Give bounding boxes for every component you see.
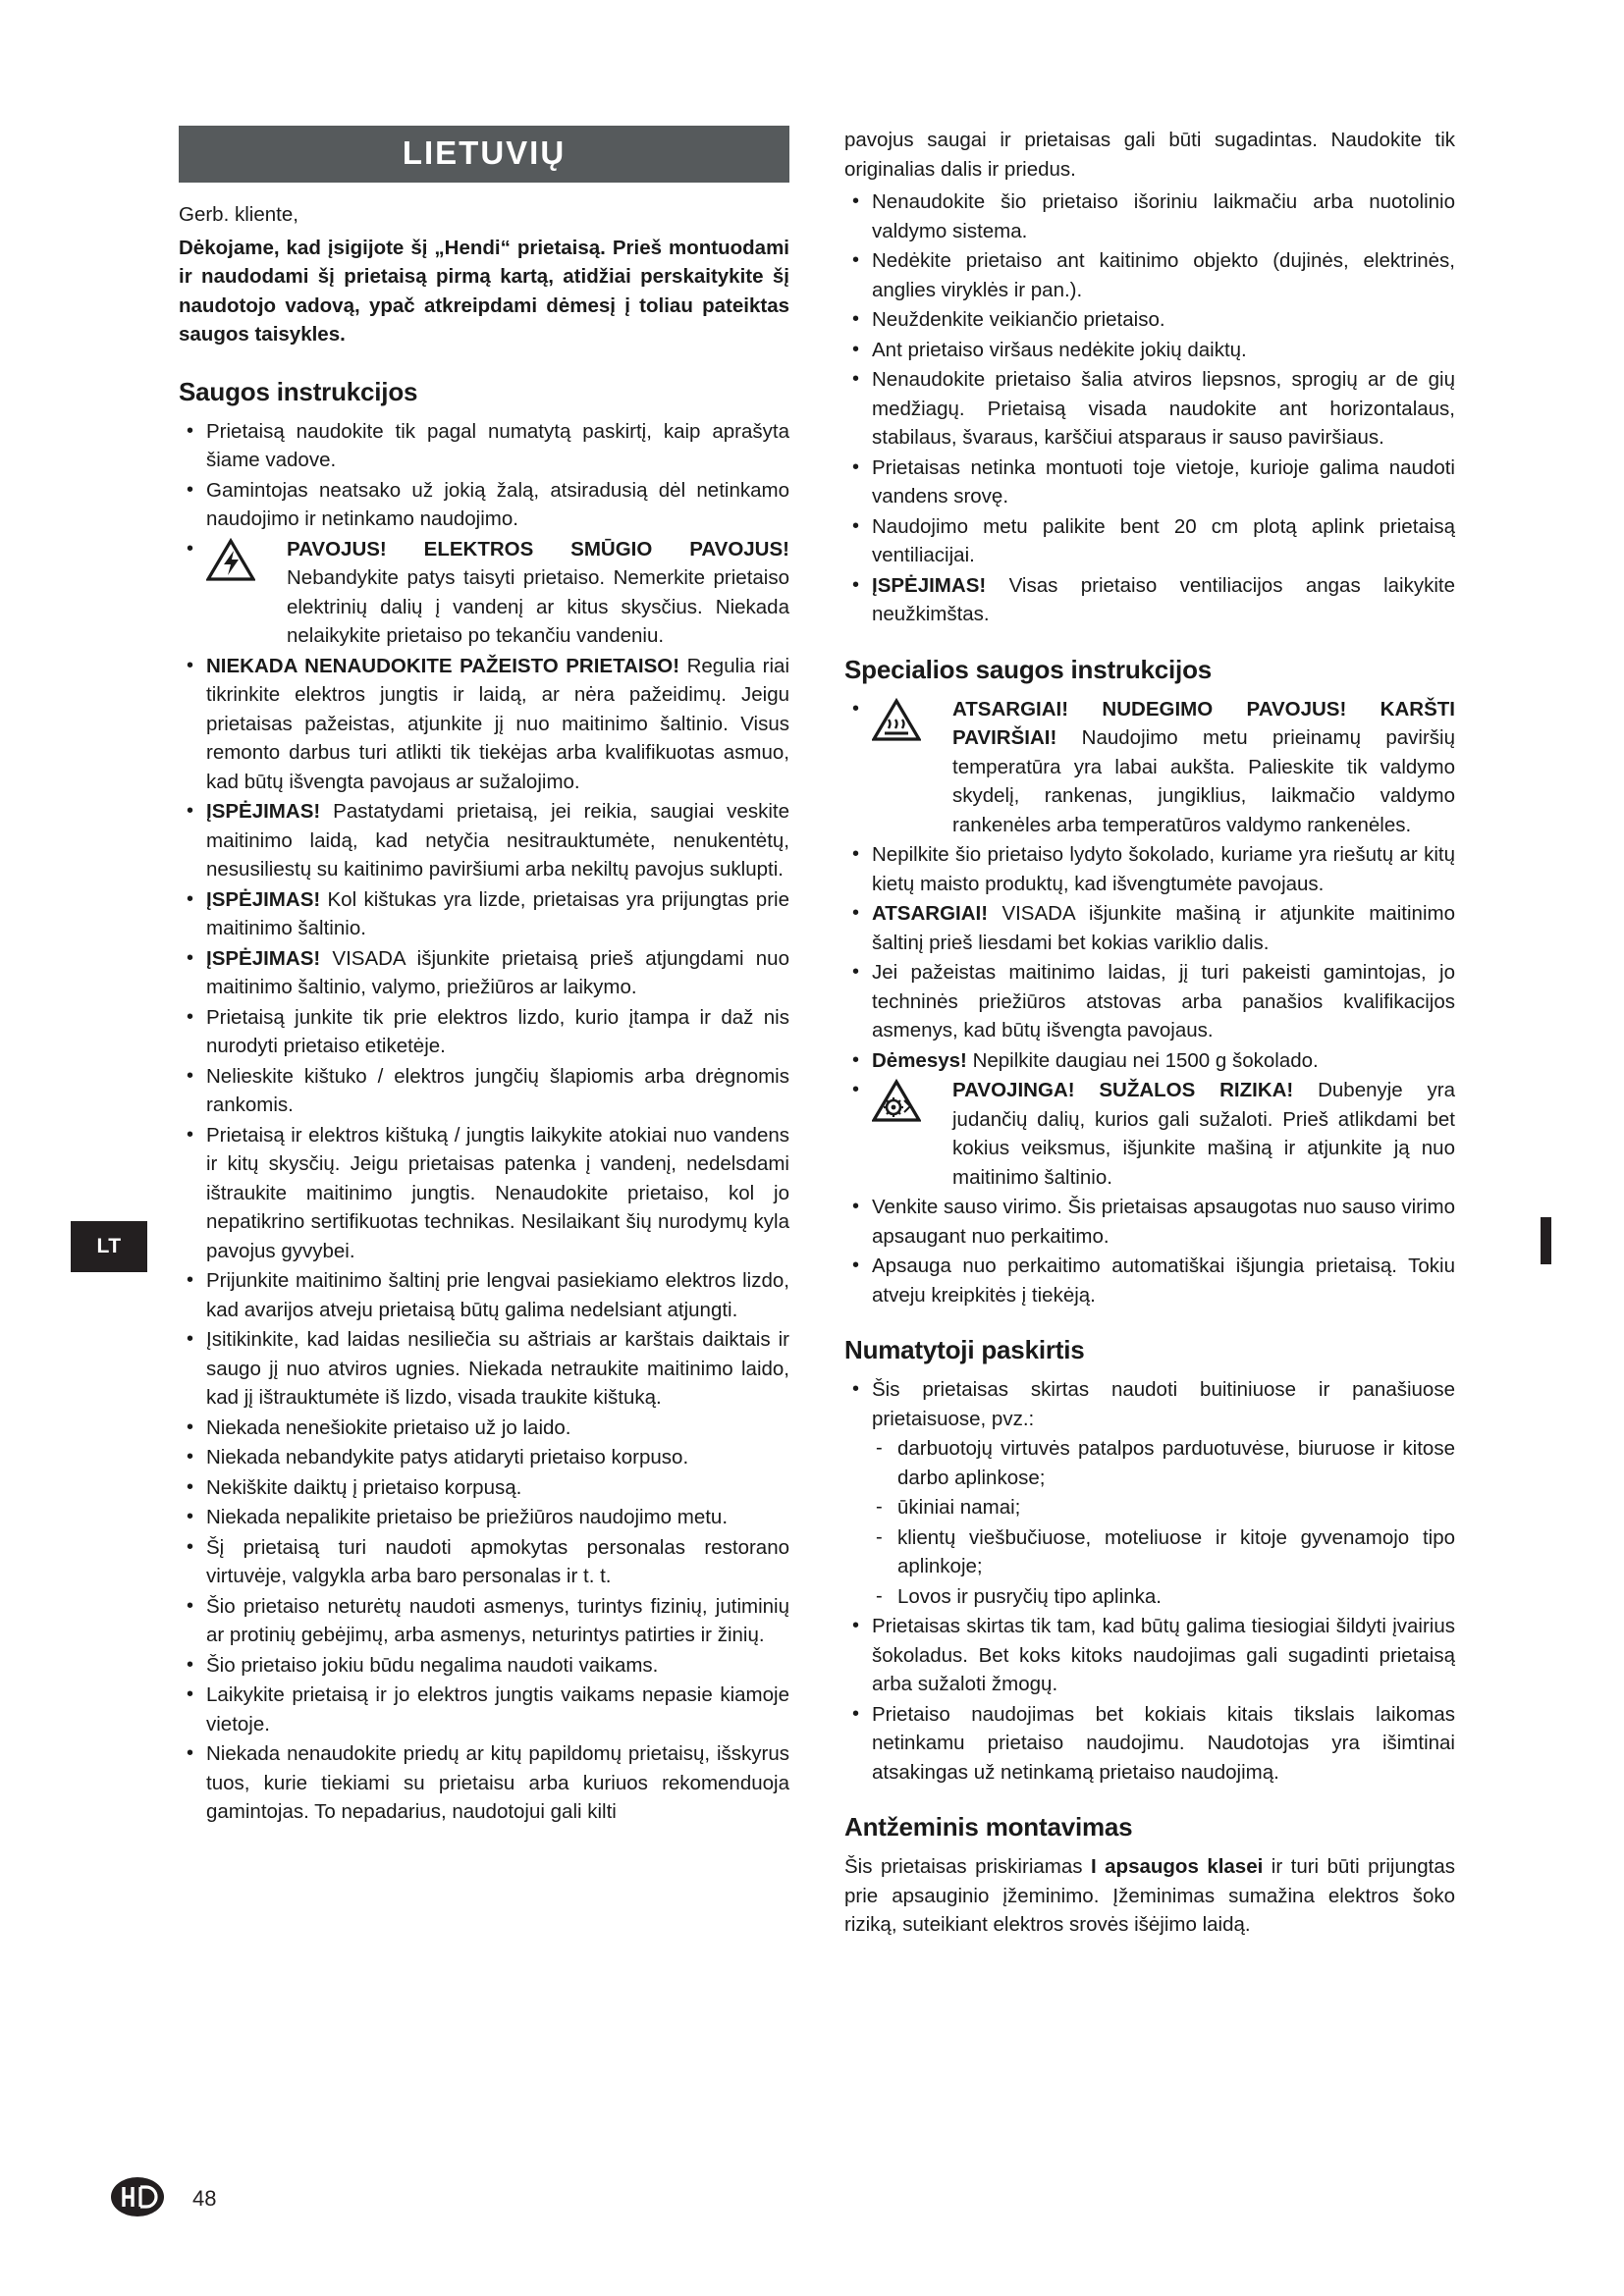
bullet-glyph: •: [852, 1079, 860, 1100]
greeting-line: Gerb. kliente,: [179, 203, 298, 226]
bullet-glyph: •: [187, 1269, 194, 1291]
safety-instruction-list: [179, 417, 789, 1827]
list-item: • NIEKADA NENAUDOKITE PAŽEISTO PRIETAISO! Regulia riai tikrinkite elektros jungtis ir laidą, ar nėra pažeidimų. Jeigu prietaisas pažeistas, atjunkite jį nuo maitinimo šaltinio. Visus remonto darbus turi atlikti tik tiekėjas arba kvalifikuotas asmuo, kad būtų išvengta pavojaus ar sužalojimo.: [179, 652, 789, 797]
dash-glyph: -: [876, 1584, 883, 1607]
list-item-warning-hot-surface: [844, 695, 1455, 840]
bullet-glyph: •: [187, 1415, 194, 1438]
bullet-glyph: •: [852, 1702, 860, 1725]
list-item: • Prietaisas skirtas tik tam, kad būtų galima tiesiogiai šildyti įvairius šokoladus. Bet koks kitoks naudojimas gali sugadinti prietaisą arba sužaloti žmogų.: [844, 1612, 1455, 1699]
list-item: • ĮSPĖJIMAS! VISADA išjunkite prietaisą prieš atjungdami nuo maitinimo šaltinio, valymo, priežiūros ar laikymo.: [179, 944, 789, 1002]
list-item: • Prietaiso naudojimas bet kokiais kitais tikslais laikomas netinkamu prietaiso naudojimu. Naudotojas yra išimtinai atsakingas už netinkamą prietaiso naudojimą.: [844, 1700, 1455, 1788]
bullet-glyph: •: [187, 1328, 194, 1350]
list-item: • Ant prietaiso viršaus nedėkite jokių daiktų.: [844, 336, 1455, 365]
list-item: • Įsitikinkite, kad laidas nesiliečia su aštriais ar karštais daiktais ir saugo jį nuo atviros ugnies. Niekada netraukite maitinimo laido, kad jį ištrauktumėte iš lizdo, visada traukite kištuką.: [179, 1325, 789, 1413]
bullet-glyph: •: [852, 1048, 860, 1071]
intro-paragraph: Dėkojame, kad įsigijote šį „Hendi“ prietaisą. Prieš montuodami ir naudodami šį prietaisą pirmą kartą, atidžiai perskaitykite šį naudotojo vadovą, ypač atkreipdami dėmesį į toliau pateiktas saugos taisykles.: [179, 236, 789, 346]
hot-surface-warning-icon: [872, 698, 921, 741]
bullet-glyph: •: [852, 338, 860, 360]
list-item-sub: - Lovos ir pusryčių tipo aplinka.: [844, 1582, 1455, 1612]
right-column: [844, 126, 1455, 1944]
list-item: • Nenaudokite šio prietaiso išoriniu laikmačiu arba nuotolinio valdymo sistema.: [844, 187, 1455, 245]
list-item: • Nepilkite šio prietaiso lydyto šokolado, kuriame yra riešutų ar kitų kietų maisto produktų, kad išvengtumėte pavojaus.: [844, 840, 1455, 898]
page-number: 48: [192, 2186, 217, 2211]
bullet-glyph: •: [852, 1378, 860, 1400]
bullet-glyph: •: [187, 1123, 194, 1146]
bullet-glyph: •: [852, 902, 860, 924]
list-item: • Naudojimo metu palikite bent 20 cm plotą aplink prietaisą ventiliacijai.: [844, 512, 1455, 570]
bullet-glyph: •: [187, 419, 194, 442]
bullet-glyph: •: [852, 368, 860, 390]
bullet-glyph: •: [852, 455, 860, 478]
list-item-sub: - klientų viešbučiuose, moteliuose ir kitoje gyvenamojo tipo aplinkoje;: [844, 1523, 1455, 1581]
list-item: • ATSARGIAI! VISADA išjunkite mašiną ir atjunkite maitinimo šaltinį prieš liesdami bet kokias variklio dalis.: [844, 899, 1455, 957]
bullet-glyph: •: [852, 697, 860, 720]
bullet-glyph: •: [187, 1594, 194, 1617]
hendi-logo-icon: [110, 2174, 165, 2219]
list-item: • Niekada nebandykite patys atidaryti prietaiso korpuso.: [179, 1443, 789, 1472]
list-item: • Šis prietaisas skirtas naudoti buitiniuose ir panašiuose prietaisuose, pvz.:: [844, 1375, 1455, 1433]
bullet-glyph: •: [852, 190, 860, 212]
list-item-sub: - ūkiniai namai;: [844, 1493, 1455, 1522]
heading-grounding-installation: Antžeminis montavimas: [844, 1812, 1133, 1842]
bullet-glyph: •: [852, 308, 860, 330]
bullet-glyph: •: [852, 961, 860, 983]
list-item-warning-electric-shock: [179, 535, 789, 651]
bullet-glyph: •: [187, 1742, 194, 1764]
list-item: • Venkite sauso virimo. Šis prietaisas apsaugotas nuo sauso virimo apsaugant nuo perkaitimo.: [844, 1193, 1455, 1251]
electric-shock-warning-icon: [206, 538, 255, 581]
heading-intended-use: Numatytoji paskirtis: [844, 1335, 1085, 1364]
bullet-glyph: •: [852, 1196, 860, 1217]
grounding-paragraph: Šis prietaisas priskiriamas I apsaugos klasei ir turi būti prijungtas prie apsauginio įžeminimo. Įžeminimas sumažina elektros šoko riziką, suteikiant elektros srovės išėjimo laidą.: [844, 1855, 1455, 1936]
list-item: • Niekada nepalikite prietaiso be priežiūros naudojimo metu.: [179, 1503, 789, 1532]
bullet-glyph: •: [187, 1064, 194, 1087]
bullet-glyph: •: [187, 654, 194, 676]
left-column: [179, 126, 789, 1944]
list-item: • Jei pažeistas maitinimo laidas, jį turi pakeisti gamintojas, jo techninės priežiūros atstovas arba panašios kvalifikacijos asmenys, kad būtų išvengta pavojaus.: [844, 958, 1455, 1045]
dash-glyph: -: [876, 1437, 883, 1459]
bullet-glyph: •: [852, 1615, 860, 1636]
dash-glyph: -: [876, 1525, 883, 1548]
bullet-glyph: •: [187, 1446, 194, 1468]
bullet-glyph: •: [187, 1005, 194, 1028]
bullet-glyph: •: [852, 249, 860, 271]
bullet-glyph: •: [187, 537, 194, 560]
list-item-sub: - darbuotojų virtuvės patalpos parduotuvėse, biuruose ir kitose darbo aplinkose;: [844, 1434, 1455, 1492]
list-item: • Nelieskite kištuko / elektros jungčių šlapiomis arba drėgnomis rankomis.: [179, 1062, 789, 1120]
continued-paragraph: pavojus saugai ir prietaisas gali būti sugadintas. Naudokite tik originalias dalis ir priedus.: [844, 129, 1455, 181]
bullet-glyph: •: [187, 1653, 194, 1676]
two-column-body: [179, 126, 1455, 1944]
continued-list: [844, 187, 1455, 629]
list-item: • Laikykite prietaisą ir jo elektros jungtis vaikams nepasie kiamoje vietoje.: [179, 1681, 789, 1738]
list-item: • Dėmesys! Nepilkite daugiau nei 1500 g šokolado.: [844, 1046, 1455, 1076]
list-item: • ĮSPĖJIMAS! Pastatydami prietaisą, jei reikia, saugiai veskite maitinimo laidą, kad netyčia nesitrauktumėte, nenukentėtų, nesusiliestų su kaitinimo paviršiumi arba nekiltų pavojus suklupti.: [179, 797, 789, 884]
page-edge-mark: [1541, 1217, 1551, 1264]
bullet-glyph: •: [852, 1255, 860, 1276]
list-item: • Nekiškite daiktų į prietaiso korpusą.: [179, 1473, 789, 1503]
bullet-glyph: •: [187, 887, 194, 910]
list-item: • Prietaisas netinka montuoti toje vietoje, kurioje galima naudoti vandens srovę.: [844, 454, 1455, 511]
list-item: • Neuždenkite veikiančio prietaiso.: [844, 305, 1455, 335]
list-item: • Nenaudokite prietaiso šalia atviros liepsnos, sprogių ar de gių medžiagų. Prietaisą visada naudokite ant horizontalaus, stabilaus, švaraus, karščiui atsparaus ir sauso paviršiaus.: [844, 365, 1455, 453]
section-title-lietuviu: LIETUVIŲ: [179, 126, 789, 183]
list-item: • Šį prietaisą turi naudoti apmokytas personalas restorano virtuvėje, valgykla arba baro personalas ir t. t.: [179, 1533, 789, 1591]
bullet-glyph: •: [187, 1535, 194, 1558]
bullet-glyph: •: [187, 1506, 194, 1527]
list-item: • Nedėkite prietaiso ant kaitinimo objekto (dujinės, elektrinės, anglies viryklės ir pan.).: [844, 246, 1455, 304]
moving-parts-warning-icon: [872, 1079, 921, 1122]
bullet-glyph: •: [852, 843, 860, 865]
list-item: • Prijunkite maitinimo šaltinį prie lengvai pasiekiamo elektros lizdo, kad avarijos atveju prietaisą būtų galima nedelsiant atjungti.: [179, 1266, 789, 1324]
bullet-glyph: •: [852, 514, 860, 537]
list-item: • Šio prietaiso jokiu būdu negalima naudoti vaikams.: [179, 1651, 789, 1681]
dash-glyph: -: [876, 1496, 883, 1518]
language-tab: LT: [71, 1221, 147, 1272]
list-item: • Niekada nenaudokite priedų ar kitų papildomų prietaisų, išskyrus tuos, kurie tiekiami su prietaisu arba kuriuos rekomenduoja gamintojas. To nepadarius, naudotojui gali kilti: [179, 1739, 789, 1827]
bullet-glyph: •: [187, 1475, 194, 1498]
list-item: • Prietaisą ir elektros kištuką / jungtis laikykite atokiai nuo vandens ir kitų skysčių. Jeigu prietaisas patenka į vandenį, nedelsdami ištraukite maitinimo jungtis. Nenaudokite prietaiso, kol jo nepatikrino sertifikuotas technikas. Nesilaikant šių nurodymų kyla pavojus gyvybei.: [179, 1121, 789, 1266]
heading-special-safety-instructions: Specialios saugos instrukcijos: [844, 654, 1213, 684]
list-item: • Šio prietaiso neturėtų naudoti asmenys, turintys fizinių, jutiminių ar protinių gebėjimų, arba asmenys, neturintys patirties ir žinių.: [179, 1592, 789, 1650]
list-item: • ĮSPĖJIMAS! Kol kištukas yra lizde, prietaisas yra prijungtas prie maitinimo šaltinio.: [179, 885, 789, 943]
list-item: • ĮSPĖJIMAS! Visas prietaiso ventiliacijos angas laikykite neužkimštas.: [844, 571, 1455, 629]
list-item: • Niekada nenešiokite prietaiso už jo laido.: [179, 1414, 789, 1443]
bullet-glyph: •: [187, 1683, 194, 1705]
warning-text: PAVOJINGA! SUŽALOS RIZIKA! Dubenyje yra judančių dalių, kurios gali sužaloti. Prieš atlikdami bet kokius veiksmus, išjunkite mašiną ir atjunkite ją nuo maitinimo šaltinio.: [952, 1079, 1455, 1189]
bullet-glyph: •: [852, 573, 860, 596]
bullet-glyph: •: [187, 946, 194, 969]
list-item: • Gamintojas neatsako už jokią žalą, atsiradusią dėl netinkamo naudojimo ir netinkamo naudojimo.: [179, 476, 789, 534]
list-item-warning-moving-parts: [844, 1076, 1455, 1192]
list-item: • Prietaisą naudokite tik pagal numatytą paskirtį, kaip aprašyta šiame vadove.: [179, 417, 789, 475]
list-item: • Prietaisą junkite tik prie elektros lizdo, kurio įtampa ir daž nis nurodyti prietaiso etiketėje.: [179, 1003, 789, 1061]
list-item: • Apsauga nuo perkaitimo automatiškai išjungia prietaisą. Tokiu atveju kreipkitės į tiekėją.: [844, 1252, 1455, 1309]
bullet-glyph: •: [187, 478, 194, 501]
warning-text: PAVOJUS! ELEKTROS SMŪGIO PAVOJUS! Nebandykite patys taisyti prietaiso. Nemerkite prietaiso elektrinių dalių į vandenį ar kitus skysčius. Niekada nelaikykite prietaiso po tekančiu vandeniu.: [287, 537, 789, 647]
heading-safety-instructions: Saugos instrukcijos: [179, 376, 418, 406]
warning-text: ATSARGIAI! NUDEGIMO PAVOJUS! KARŠTI PAVIRŠIAI! Naudojimo metu prieinamų paviršių temperatūra yra labai aukšta. Palieskite tik valdymo skydelį, rankenas, jungiklius, laikmačio valdymo rankenėles arba temperatūros valdymo rankenėles.: [952, 697, 1455, 836]
bullet-glyph: •: [187, 800, 194, 822]
special-safety-list: [844, 695, 1455, 1310]
intended-use-list: [844, 1375, 1455, 1787]
